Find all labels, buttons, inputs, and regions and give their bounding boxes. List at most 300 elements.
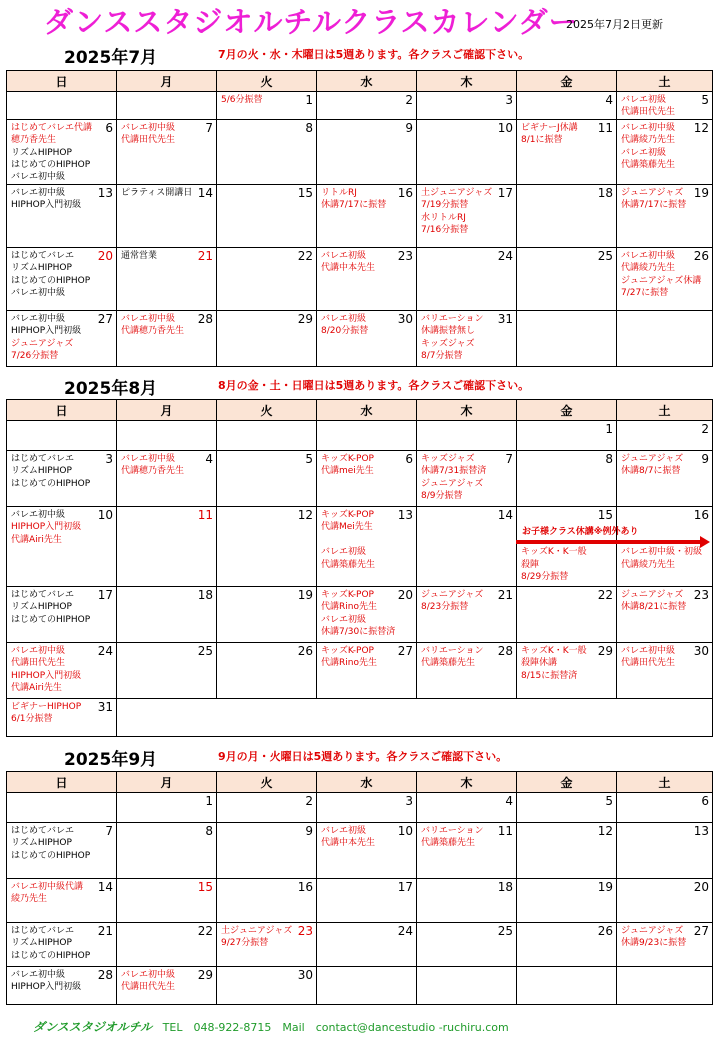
day-cell xyxy=(217,451,317,507)
day-number: 19 xyxy=(597,880,613,894)
day-cell xyxy=(317,923,417,967)
day-cell xyxy=(117,923,217,967)
day-number: 7 xyxy=(505,452,513,466)
day-number: 1 xyxy=(305,93,313,107)
day-number: 5 xyxy=(605,794,613,808)
class-entry: バレエ初中級 xyxy=(121,313,176,324)
day-number: 16 xyxy=(397,185,413,200)
day-cell xyxy=(217,184,317,247)
class-entry: バレエ初中級 xyxy=(121,970,176,980)
class-entry: 休講8/21に振替 xyxy=(621,602,687,613)
day-number: 11 xyxy=(197,508,213,522)
class-entry: バレエ初級 xyxy=(321,547,367,558)
weekday-header: 日 xyxy=(7,772,117,793)
day-cell xyxy=(317,643,417,699)
week-row xyxy=(7,451,713,507)
class-entry: 代講築藤先生 xyxy=(421,658,476,669)
day-cell xyxy=(117,92,217,120)
weekday-header: 火 xyxy=(217,400,317,421)
day-number: 28 xyxy=(497,644,513,658)
day-number: 14 xyxy=(97,880,113,894)
class-entry: 7/26分振替 xyxy=(11,351,59,362)
class-entry: バレエ初中級 xyxy=(621,122,676,133)
class-entry: バレエ初中級代講 xyxy=(11,882,84,892)
day-number: 12 xyxy=(297,508,313,522)
weekday-header: 木 xyxy=(417,772,517,793)
class-entry: バレエ初中級 xyxy=(121,122,176,133)
day-cell xyxy=(517,793,617,823)
day-cell xyxy=(7,923,117,967)
day-cell xyxy=(117,421,217,451)
class-entry: 土ジュニアジャズ xyxy=(421,187,493,198)
class-entry: 代講築藤先生 xyxy=(321,559,376,570)
class-entry: 8/1に振替 xyxy=(521,135,563,146)
class-entry: ジュニアジャズ xyxy=(621,187,684,198)
class-entry: バリエーション xyxy=(421,826,484,836)
day-cell xyxy=(417,184,517,247)
day-cell xyxy=(517,967,617,1005)
day-cell xyxy=(417,92,517,120)
day-cell xyxy=(7,92,117,120)
day-cell xyxy=(317,507,417,587)
week-row xyxy=(7,507,713,587)
day-cell xyxy=(217,879,317,923)
class-entry: 代講築藤先生 xyxy=(421,838,476,849)
day-cell xyxy=(7,587,117,643)
day-cell xyxy=(617,421,713,451)
day-number: 29 xyxy=(197,968,213,982)
day-cell xyxy=(117,247,217,310)
class-entry: 殺陣 xyxy=(521,559,540,570)
day-number: 19 xyxy=(693,185,709,200)
class-entry: バレエ初中級 xyxy=(11,510,66,520)
day-number: 7 xyxy=(205,120,213,135)
class-entry: ピラティス開講日 xyxy=(121,187,193,198)
class-entry: キッズK-POP xyxy=(321,646,374,656)
class-entry: ビギナーHIPHOP xyxy=(11,702,82,712)
day-cell xyxy=(217,92,317,120)
day-cell xyxy=(517,184,617,247)
day-number: 20 xyxy=(693,880,709,894)
day-cell xyxy=(517,643,617,699)
class-entry: バレエ初中級 xyxy=(11,313,66,324)
day-number: 25 xyxy=(197,644,213,658)
day-number: 26 xyxy=(297,644,313,658)
weekday-header: 水 xyxy=(317,772,417,793)
class-entry: はじめてバレエ xyxy=(11,454,75,464)
month-note-july: 7月の火・水・木曜日は5週あります。各クラスご確認下さい。 xyxy=(218,48,530,61)
week-row xyxy=(7,879,713,923)
class-entry: バレエ初中級 xyxy=(11,288,66,299)
day-cell xyxy=(7,451,117,507)
class-entry: 殺陣休講 xyxy=(521,658,558,669)
day-cell xyxy=(617,587,713,643)
class-entry: 代講田代先生 xyxy=(121,982,176,993)
class-entry: バレエ初中級 xyxy=(11,187,66,198)
week-row xyxy=(7,184,713,247)
class-entry: 休講7/17に振替 xyxy=(621,200,687,211)
day-number: 27 xyxy=(97,311,113,326)
day-cell xyxy=(317,823,417,879)
day-cell xyxy=(217,967,317,1005)
class-entry: リズムHIPHOP xyxy=(11,263,72,274)
day-number: 8 xyxy=(605,452,613,466)
month-title-september: 2025年9月 xyxy=(64,750,158,770)
week-row xyxy=(7,310,713,366)
day-number: 9 xyxy=(405,120,413,135)
day-number: 10 xyxy=(497,120,513,135)
day-cell xyxy=(517,879,617,923)
class-entry: はじめてバレエ代講 xyxy=(11,122,93,133)
day-cell xyxy=(617,247,713,310)
day-cell xyxy=(617,967,713,1005)
class-entry: はじめてのHIPHOP xyxy=(11,275,91,286)
day-number: 23 xyxy=(297,924,313,938)
class-entry: 8/23分振替 xyxy=(421,602,469,613)
page-title: ダンススタジオルチルクラスカレンダー xyxy=(44,5,579,39)
day-number: 22 xyxy=(197,924,213,938)
day-cell xyxy=(317,421,417,451)
week-row xyxy=(7,967,713,1005)
class-entry: ジュニアジャズ xyxy=(421,478,484,489)
day-cell xyxy=(617,793,713,823)
day-number: 21 xyxy=(497,588,513,602)
class-entry: 7/16分振替 xyxy=(421,225,469,236)
weekday-header: 木 xyxy=(417,400,517,421)
class-entry: バレエ初級 xyxy=(621,95,667,105)
class-entry: 7/27に振替 xyxy=(621,288,669,299)
class-entry: 代講Airi先生 xyxy=(11,683,62,694)
day-cell xyxy=(317,451,417,507)
class-entry: HIPHOP入門初級 xyxy=(11,670,82,681)
class-entry: ジュニアジャズ休講 xyxy=(621,275,702,286)
class-entry: 水リトルRJ xyxy=(421,212,466,223)
class-entry: はじめてバレエ xyxy=(11,590,75,600)
class-entry: 代講Mei先生 xyxy=(321,522,373,533)
day-number: 2 xyxy=(305,794,313,808)
day-cell xyxy=(7,119,117,184)
class-entry: 8/15に振替済 xyxy=(521,670,578,681)
day-number: 24 xyxy=(497,248,513,263)
weekday-header: 水 xyxy=(317,71,417,92)
day-cell xyxy=(7,793,117,823)
month-title-july: 2025年7月 xyxy=(64,48,158,68)
day-number: 22 xyxy=(297,248,313,263)
class-entry: バレエ初級 xyxy=(321,313,367,324)
day-number: 6 xyxy=(701,794,709,808)
day-cell xyxy=(517,247,617,310)
week-row xyxy=(7,421,713,451)
day-number: 19 xyxy=(297,588,313,602)
class-entry: はじめてバレエ xyxy=(11,826,75,836)
day-cell xyxy=(517,310,617,366)
class-entry: ジュニアジャズ xyxy=(621,926,684,936)
day-cell xyxy=(217,507,317,587)
class-entry: 9/27分振替 xyxy=(221,938,269,949)
day-number: 13 xyxy=(97,185,113,200)
weekday-header: 土 xyxy=(617,400,713,421)
day-cell xyxy=(517,923,617,967)
class-entry: キッズジャズ xyxy=(421,338,475,349)
weekday-header: 月 xyxy=(117,772,217,793)
day-number: 27 xyxy=(693,924,709,938)
class-entry: バレエ初級 xyxy=(621,147,667,158)
month-title-august: 2025年8月 xyxy=(64,379,158,399)
day-number: 21 xyxy=(197,248,213,263)
day-cell xyxy=(217,247,317,310)
class-entry: キッズK・K一般 xyxy=(521,547,587,558)
day-number: 28 xyxy=(97,968,113,982)
day-cell xyxy=(117,879,217,923)
day-cell xyxy=(7,184,117,247)
week-row xyxy=(7,92,713,120)
day-number: 8 xyxy=(205,824,213,838)
class-entry: 8/20分振替 xyxy=(321,326,369,337)
weekday-header: 月 xyxy=(117,400,217,421)
day-cell xyxy=(517,587,617,643)
class-entry: 代講田代先生 xyxy=(121,135,176,146)
class-entry: はじめてのHIPHOP xyxy=(11,850,91,861)
day-cell xyxy=(417,643,517,699)
day-cell xyxy=(617,310,713,366)
week-row xyxy=(7,793,713,823)
day-number: 13 xyxy=(693,824,709,838)
weekday-header: 木 xyxy=(417,71,517,92)
calendar-table xyxy=(6,70,713,367)
day-cell xyxy=(517,421,617,451)
class-entry: 代講綾乃先生 xyxy=(621,263,676,274)
class-entry: キッズK-POP xyxy=(321,590,374,600)
class-entry: 代講綾乃先生 xyxy=(621,135,676,146)
day-number: 25 xyxy=(497,924,513,938)
day-number: 10 xyxy=(397,824,413,838)
day-number: 13 xyxy=(397,508,413,522)
class-entry: キッズK-POP xyxy=(321,510,374,520)
day-number: 1 xyxy=(605,422,613,436)
class-entry: はじめてのHIPHOP xyxy=(11,478,91,489)
class-entry: 土ジュニアジャズ xyxy=(221,926,293,936)
weekday-header: 土 xyxy=(617,772,713,793)
day-cell xyxy=(7,643,117,699)
day-cell xyxy=(517,823,617,879)
day-number: 30 xyxy=(397,311,413,326)
day-number: 17 xyxy=(97,588,113,602)
day-number: 29 xyxy=(597,644,613,658)
day-cell xyxy=(317,310,417,366)
class-entry: バレエ初中級・初級 xyxy=(621,547,703,558)
updated-date: 2025年7月2日更新 xyxy=(566,18,663,31)
day-number: 23 xyxy=(693,588,709,602)
holiday-banner-label: お子様クラス休講※例外あり xyxy=(522,527,639,537)
day-number: 9 xyxy=(305,824,313,838)
day-cell xyxy=(417,247,517,310)
day-number: 5 xyxy=(701,93,709,107)
day-number: 4 xyxy=(205,452,213,466)
day-number: 16 xyxy=(693,508,709,522)
class-entry: 代講田代先生 xyxy=(621,107,676,118)
day-cell xyxy=(617,823,713,879)
class-entry: 通常営業 xyxy=(121,250,158,261)
day-cell xyxy=(317,92,417,120)
class-entry: 休講7/30に振替済 xyxy=(321,627,396,638)
day-cell xyxy=(217,587,317,643)
class-entry: 休講9/23に振替 xyxy=(621,938,687,949)
day-number: 15 xyxy=(297,185,313,200)
day-cell xyxy=(417,119,517,184)
day-cell xyxy=(7,967,117,1005)
day-number: 28 xyxy=(197,311,213,326)
calendar-july xyxy=(6,70,712,367)
day-cell xyxy=(7,507,117,587)
class-entry: 代講mei先生 xyxy=(321,466,374,477)
day-number: 3 xyxy=(105,452,113,466)
day-number: 3 xyxy=(505,93,513,107)
day-cell xyxy=(517,119,617,184)
class-entry: ジュニアジャズ xyxy=(621,590,684,600)
class-entry: バレエ初中級 xyxy=(11,646,66,656)
class-entry: 代講中本先生 xyxy=(321,263,376,274)
day-number: 15 xyxy=(597,508,613,522)
day-number: 4 xyxy=(505,794,513,808)
day-number: 31 xyxy=(497,311,513,326)
day-number: 30 xyxy=(297,968,313,982)
day-cell xyxy=(617,507,713,587)
day-cell xyxy=(7,699,117,737)
day-number: 24 xyxy=(397,924,413,938)
day-cell xyxy=(117,310,217,366)
weekday-header: 月 xyxy=(117,71,217,92)
class-entry: はじめてのHIPHOP xyxy=(11,950,91,961)
calendar-table xyxy=(6,399,713,737)
class-entry: バレエ初中級 xyxy=(621,646,676,656)
day-number: 23 xyxy=(397,248,413,263)
class-entry: 8/9分振替 xyxy=(421,491,463,502)
day-cell xyxy=(617,451,713,507)
day-cell xyxy=(117,793,217,823)
day-cell xyxy=(617,879,713,923)
day-number: 15 xyxy=(197,880,213,894)
day-cell xyxy=(317,967,417,1005)
day-number: 26 xyxy=(597,924,613,938)
day-cell xyxy=(317,184,417,247)
calendar-september xyxy=(6,771,712,1005)
class-entry: 8/29分振替 xyxy=(521,571,569,582)
day-cell xyxy=(117,507,217,587)
class-entry: 代講中本先生 xyxy=(321,838,376,849)
day-cell xyxy=(317,793,417,823)
class-entry: HIPHOP入門初級 xyxy=(11,522,82,533)
class-entry: 休講振替無し xyxy=(421,326,476,337)
class-entry: 代講田代先生 xyxy=(11,658,66,669)
class-entry: 代講綾乃先生 xyxy=(621,559,676,570)
day-number: 11 xyxy=(597,120,613,135)
day-number: 17 xyxy=(497,185,513,200)
class-entry: ビギナーJ休講 xyxy=(521,122,578,133)
day-number: 8 xyxy=(305,120,313,135)
day-number: 22 xyxy=(597,588,613,602)
day-cell xyxy=(417,421,517,451)
class-entry: バレエ初中級 xyxy=(621,250,676,261)
class-entry: キッズK・K一般 xyxy=(521,646,587,656)
day-number: 14 xyxy=(197,185,213,200)
class-entry: ジュニアジャズ xyxy=(421,590,484,600)
day-cell xyxy=(517,507,617,587)
day-cell xyxy=(7,879,117,923)
class-entry: バレエ初中級 xyxy=(121,454,176,464)
class-entry: 休講7/17に振替 xyxy=(321,200,387,211)
footer xyxy=(33,1018,509,1035)
day-cell xyxy=(317,247,417,310)
day-number: 1 xyxy=(205,794,213,808)
calendar-table xyxy=(6,771,713,1005)
class-entry: 8/7分振替 xyxy=(421,351,463,362)
day-number: 27 xyxy=(397,644,413,658)
footer-contact: TEL 048-922-8715 Mail contact@dancestudio -ruchiru.com xyxy=(162,1021,509,1034)
day-cell xyxy=(217,793,317,823)
class-entry: 綾乃先生 xyxy=(11,894,48,905)
week-row xyxy=(7,923,713,967)
day-cell xyxy=(117,184,217,247)
day-number: 12 xyxy=(597,824,613,838)
weekday-header: 火 xyxy=(217,772,317,793)
day-number: 9 xyxy=(701,452,709,466)
class-entry: 休講7/31振替済 xyxy=(421,466,487,477)
day-cell xyxy=(117,587,217,643)
day-cell xyxy=(217,923,317,967)
weekday-header: 日 xyxy=(7,400,117,421)
day-cell xyxy=(417,879,517,923)
day-cell xyxy=(617,643,713,699)
class-entry: 6/1分振替 xyxy=(11,714,53,725)
class-entry: はじめてのHIPHOP xyxy=(11,160,91,171)
class-entry: 代講築藤先生 xyxy=(621,160,676,171)
class-entry: キッズK-POP xyxy=(321,454,374,464)
class-entry: 代講田代先生 xyxy=(621,658,676,669)
class-entry: リズムHIPHOP xyxy=(11,147,72,158)
class-entry: リズムHIPHOP xyxy=(11,466,72,477)
weekday-header: 金 xyxy=(517,400,617,421)
class-entry: バレエ初中級 xyxy=(11,172,66,183)
day-cell xyxy=(217,310,317,366)
day-number: 12 xyxy=(693,120,709,135)
class-entry: ジュニアジャズ xyxy=(11,338,74,349)
class-entry: HIPHOP入門初級 xyxy=(11,982,82,993)
day-number: 31 xyxy=(97,700,113,714)
class-entry: リズムHIPHOP xyxy=(11,838,72,849)
weekday-header: 土 xyxy=(617,71,713,92)
class-entry: 休講8/7に振替 xyxy=(621,466,681,477)
class-entry: HIPHOP入門初級 xyxy=(11,200,82,211)
day-cell xyxy=(617,184,713,247)
weekday-header: 水 xyxy=(317,400,417,421)
day-cell xyxy=(117,823,217,879)
class-entry xyxy=(321,534,416,546)
week-row xyxy=(7,823,713,879)
day-cell xyxy=(117,451,217,507)
day-cell xyxy=(217,421,317,451)
week-row xyxy=(7,247,713,310)
calendar-august xyxy=(6,399,712,737)
class-entry: リズムHIPHOP xyxy=(11,938,72,949)
day-number: 25 xyxy=(597,248,613,263)
day-cell xyxy=(7,421,117,451)
class-entry: キッズジャズ xyxy=(421,454,475,464)
class-entry: HIPHOP入門初級 xyxy=(11,326,82,337)
day-cell xyxy=(517,92,617,120)
class-entry: 代講Airi先生 xyxy=(11,534,62,545)
day-number: 29 xyxy=(297,311,313,326)
class-entry: はじめてバレエ xyxy=(11,250,75,261)
